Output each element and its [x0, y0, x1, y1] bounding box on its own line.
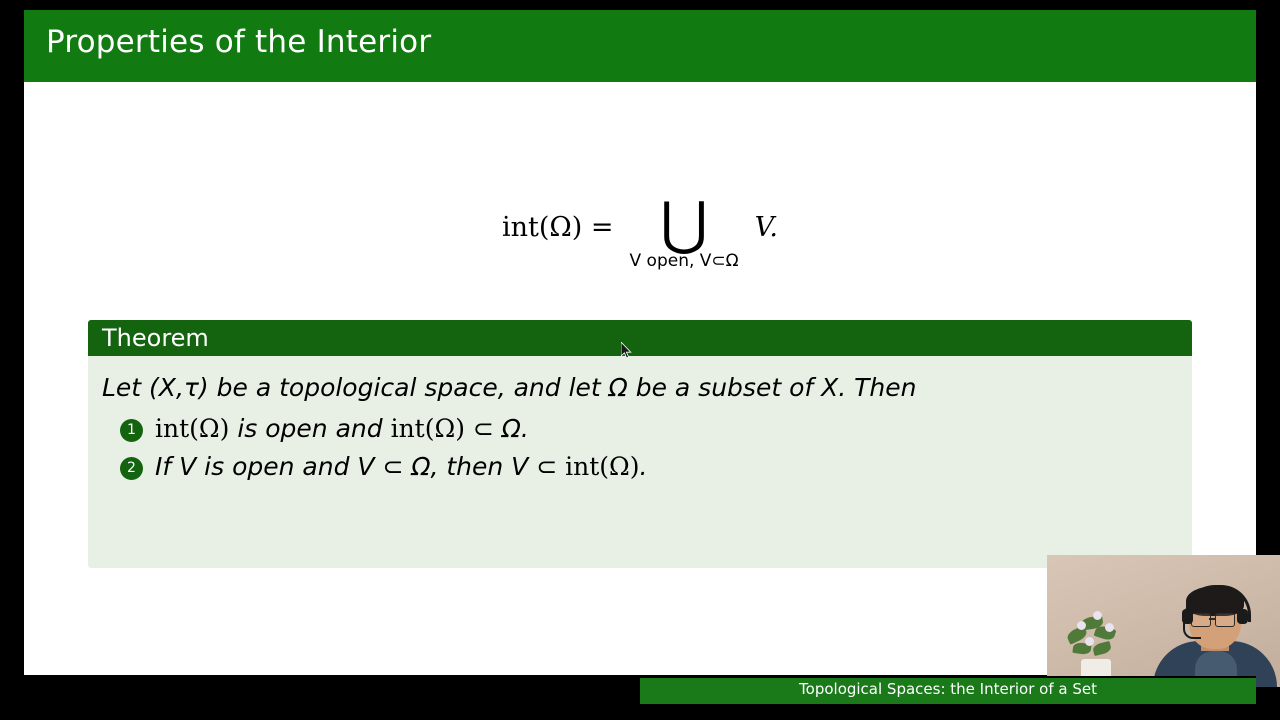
- presenter-webcam[interactable]: [1047, 555, 1280, 687]
- big-union-icon: ⋃: [660, 189, 708, 257]
- page-title: Properties of the Interior: [46, 24, 432, 60]
- slide-header-bar: [24, 10, 1256, 82]
- list-item: [120, 451, 1178, 482]
- theorem-statement: Let (X,τ) be a topological space, and let Ω be a subset of X. Then: [102, 373, 917, 402]
- list-item-number: 1: [120, 419, 143, 442]
- equation-operator-group: [629, 189, 739, 271]
- display-equation: [24, 189, 1256, 271]
- headset-microphone-icon: [1183, 623, 1201, 639]
- list-item-text-end: ⊂ Ω.: [464, 414, 529, 444]
- theorem-header: [88, 320, 1192, 356]
- presenter-figure: [1159, 583, 1271, 687]
- theorem-body: [88, 356, 1192, 568]
- list-item-text-mid: is open and: [229, 414, 391, 444]
- math-int-omega-2: int(Ω): [390, 414, 465, 444]
- theorem-block: [88, 320, 1192, 568]
- list-item: [120, 413, 1178, 444]
- caption-text: Topological Spaces: the Interior of a Set: [799, 680, 1097, 698]
- headset-earcup-left: [1182, 609, 1193, 624]
- list-item-number: 2: [120, 457, 143, 480]
- list-item-text-end: .: [639, 451, 648, 481]
- equation-rhs: V.: [754, 212, 779, 243]
- headset-earcup-right: [1237, 609, 1248, 624]
- math-int-omega: int(Ω): [155, 414, 230, 444]
- equation-operator-subscript: V open, V⊂Ω: [629, 250, 739, 271]
- list-item-text: [155, 413, 529, 444]
- plant-decoration: [1065, 607, 1129, 687]
- presentation-slide: [24, 10, 1256, 675]
- equation-row: [501, 189, 779, 271]
- list-item-text-start: If V is open and V ⊂ Ω, then V ⊂: [155, 451, 566, 481]
- math-int-omega-3: int(Ω): [565, 451, 640, 481]
- equation-lhs: int(Ω) =: [501, 212, 614, 243]
- list-item-text: [155, 451, 647, 482]
- theorem-header-label: Theorem: [102, 324, 209, 352]
